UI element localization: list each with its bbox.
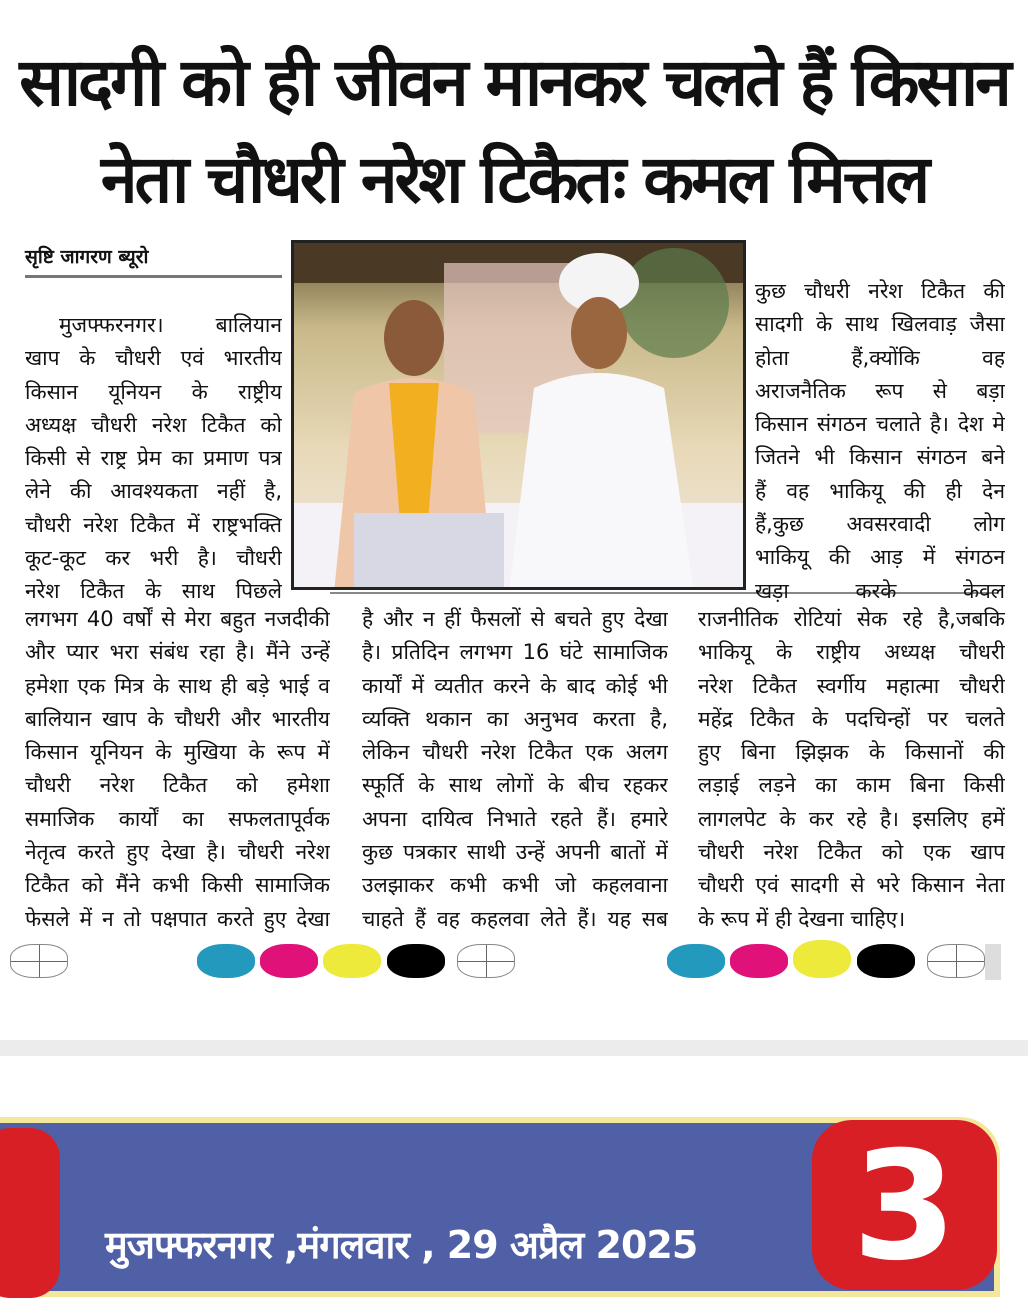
article-line: किसी से राष्ट्र प्रेम का प्रमाण पत्र [25, 446, 282, 471]
banner-red-tab [0, 1128, 60, 1298]
article-line: है और न हीं फैसलों से बचते हुए देखा [362, 607, 668, 631]
article-line: अपना दायित्व निभाते रहते हैं। हमारे [362, 806, 668, 831]
article-line: किसान यूनियन के राष्ट्रीय [25, 379, 282, 404]
article-line: व्यक्ति थकान का अनुभव करता है, [362, 706, 668, 731]
article-line: किसान संगठन चलाते है। देश मे [755, 412, 1005, 437]
article-line: चौधरी एवं सादगी से भरे किसान नेता [698, 873, 1005, 898]
registration-mark-icon [927, 944, 985, 978]
article-line: सादगी के साथ खिलवाड़ जैसा [755, 312, 1005, 337]
article-line: खाप के चौधरी एवं भारतीय [25, 346, 282, 371]
cyan-swatch [197, 944, 255, 978]
article-line: लेकिन चौधरी नरेश टिकैत एक अलग [362, 740, 668, 765]
cyan-swatch [667, 944, 725, 978]
article-photo [291, 240, 746, 590]
article-line: खड़ा करके केवल [755, 578, 1005, 603]
article-column-right-top [755, 275, 1005, 608]
article-column-2 [362, 603, 668, 936]
article-line: कुछ चौधरी नरेश टिकैत की [755, 279, 1005, 303]
article-line: कूट-कूट कर भरी है। चौधरी [25, 546, 282, 571]
dateline: मुजफ्फरनगर ,मंगलवार , 29 अप्रैल 2025 [105, 1223, 698, 1267]
article-line: लगभग 40 वर्षों से मेरा बहुत नजदीकी [25, 607, 330, 631]
yellow-swatch [323, 944, 381, 978]
page-number: 3 [812, 1120, 997, 1290]
article-line: कुछ पत्रकार साथी उन्हें अपनी बातों में [362, 840, 668, 865]
article-line: किसान यूनियन के मुखिया के रूप में [25, 740, 330, 765]
black-swatch [387, 944, 445, 978]
article-line: टिकैत को मैंने कभी किसी सामाजिक [25, 873, 330, 898]
article-line: समाजिक कार्यों का सफलतापूर्वक [25, 806, 330, 831]
article-line: है। प्रतिदिन लगभग 16 घंटे सामाजिक [362, 640, 668, 665]
article-line: राजनीतिक रोटियां सेक रहे है,जबकि [698, 607, 1005, 631]
page-separator [0, 1040, 1028, 1056]
article-line: हुए बिना झिझक के किसानों की [698, 740, 1005, 765]
magenta-swatch [260, 944, 318, 978]
article-line: के रूप में ही देखना चाहिए। [698, 906, 906, 931]
article-line: चौधरी नरेश टिकैत को एक खाप [698, 840, 1005, 865]
article-line: लड़ाई लड़ने का काम बिना किसी [698, 773, 1005, 798]
print-color-marks [0, 944, 1028, 980]
article-line: भाकियू की आड़ में संगठन [755, 545, 1005, 570]
headline-line-1: सादगी को ही जीवन मानकर चलते हैं किसान [19, 44, 1009, 121]
article-line: और प्यार भरा संबंध रहा है। मैंने उन्हें [25, 640, 330, 665]
yellow-swatch [793, 940, 851, 978]
article-line: कार्यों में व्यतीत करने के बाद कोई भी [362, 673, 668, 698]
article-line: चौधरी नरेश टिकैत को हमेशा [25, 773, 330, 798]
photo-icon [294, 243, 746, 590]
article-line: नेतृत्व करते हुए देखा है। चौधरी नरेश [25, 840, 330, 865]
magenta-swatch [730, 944, 788, 978]
article-line: उलझाकर कभी कभी जो कहलवाना [362, 873, 668, 898]
article-line: जितने भी किसान संगठन बने [755, 445, 1005, 470]
article-line: हमेशा एक मित्र के साथ ही बड़े भाई व [25, 673, 330, 698]
article-line: नरेश टिकैत के साथ पिछले [25, 579, 282, 604]
article-line: लेने की आवश्यकता नहीं है, [25, 479, 282, 504]
article-line: अराजनैतिक रूप से बड़ा [755, 378, 1005, 403]
article-line: हैं वह भाकियू की ही देन [755, 478, 1005, 503]
registration-mark-icon [457, 944, 515, 978]
article-line: फेसले में न तो पक्षपात करते हुए देखा [25, 906, 330, 931]
article-line: अध्यक्ष चौधरी नरेश टिकैत को [25, 412, 282, 437]
article-column-1 [25, 603, 330, 936]
article-column-3 [698, 603, 1005, 936]
registration-mark-icon [10, 944, 68, 978]
byline: सृष्टि जागरण ब्यूरो [25, 243, 282, 278]
gray-bar [985, 944, 1001, 980]
article-column-left-top [25, 309, 282, 609]
article-line: बालियान खाप के चौधरी और भारतीय [25, 706, 330, 731]
article-line: भाकियू के राष्ट्रीय अध्यक्ष चौधरी [698, 640, 1005, 665]
article-line: लागलपेट के कर रहे है। इसलिए हमें [698, 806, 1005, 831]
article-line: नरेश टिकैत स्वर्गीय महात्मा चौधरी [698, 673, 1005, 698]
article-line: चाहते हैं वह कहलवा लेते हैं। यह सब [362, 906, 668, 931]
article-line: स्फूर्ति के साथ लोगों के बीच रहकर [362, 773, 668, 798]
article-line: होता हैं,क्योंकि वह [755, 345, 1005, 370]
article-line: मुजफ्फरनगर। बालियान [59, 313, 282, 337]
headline-line-2: नेता चौधरी नरेश टिकैतः कमल मित्तल [100, 141, 928, 218]
article-line: महेंद्र टिकैत के पदचिन्हों पर चलते [698, 706, 1005, 731]
black-swatch [857, 944, 915, 978]
article-line: हैं,कुछ अवसरवादी लोग [755, 512, 1005, 537]
article-line: चौधरी नरेश टिकैत में राष्ट्रभक्ति [25, 512, 282, 537]
